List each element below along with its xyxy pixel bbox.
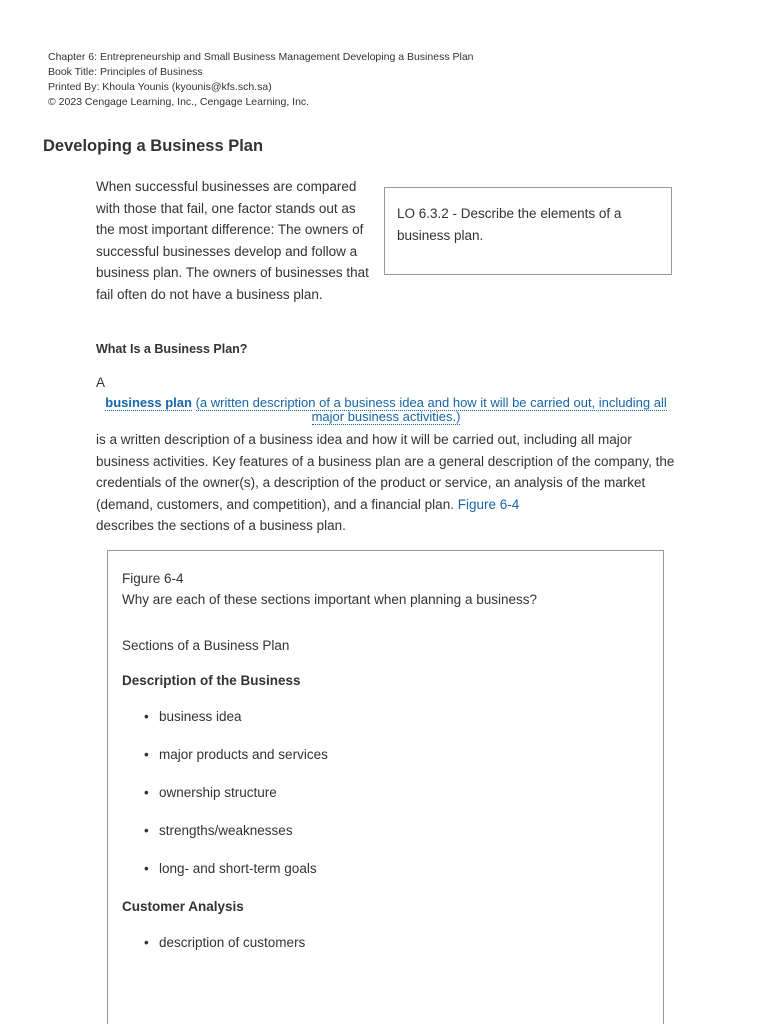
glossary-term-gloss[interactable]: (a written description of a business idea and how it will be carried out, including all major business activities.)	[195, 395, 667, 424]
glossary-term-link[interactable]	[96, 396, 676, 424]
list-item: • long- and short-term goals	[122, 859, 642, 879]
definition-body: is a written description of a business idea and how it will be carried out, including all major business activities. Key features of a business plan are a general description of the company, the credentials of the owner(s), a description of the product or service, an analysis of the market (demand, customers, and competition), and a financial plan.	[96, 432, 675, 512]
figure-caption: Why are each of these sections important when planning a business?	[122, 592, 537, 607]
section-heading: What Is a Business Plan?	[96, 342, 248, 356]
list-item: • major products and services	[122, 745, 642, 765]
page-title: Developing a Business Plan	[43, 137, 264, 155]
chapter-line: Chapter 6: Entrepreneurship and Small Business Management Developing a Business Plan	[48, 51, 474, 63]
customer-list	[122, 933, 642, 953]
description-list	[122, 707, 642, 879]
definition-paragraph	[96, 429, 686, 537]
figure-subtitle: Sections of a Business Plan	[122, 638, 290, 653]
section-heading-description: Description of the Business	[122, 673, 301, 688]
definition-lead: A	[96, 375, 106, 390]
copyright-line: © 2023 Cengage Learning, Inc., Cengage Learning, Inc.	[48, 96, 310, 108]
list-item: • ownership structure	[122, 783, 642, 803]
figure-link[interactable]: Figure 6-4	[457, 496, 520, 512]
learning-objective-box	[384, 187, 672, 275]
list-item: • description of customers	[122, 933, 642, 953]
print-header	[48, 50, 474, 110]
list-item: • strengths/weaknesses	[122, 821, 642, 841]
printed-by-line: Printed By: Khoula Younis (kyounis@kfs.sch.sa)	[48, 81, 272, 93]
glossary-term[interactable]: business plan	[105, 395, 192, 410]
figure-content	[122, 568, 642, 953]
figure-box	[107, 550, 664, 1024]
intro-section	[96, 176, 686, 306]
list-item: • business idea	[122, 707, 642, 727]
section-heading-customer: Customer Analysis	[122, 899, 244, 914]
definition-tail: describes the sections of a business plan.	[96, 518, 346, 534]
figure-label: Figure 6-4	[122, 571, 184, 586]
book-title-line: Book Title: Principles of Business	[48, 66, 203, 78]
intro-paragraph: When successful businesses are compared with those that fail, one factor stands out as the most important difference: The owners of successful businesses develop and follow a business plan. The owners of businesses that fail often do not have a business plan.	[96, 179, 369, 302]
learning-objective-text: LO 6.3.2 - Describe the elements of a business plan.	[397, 206, 622, 243]
